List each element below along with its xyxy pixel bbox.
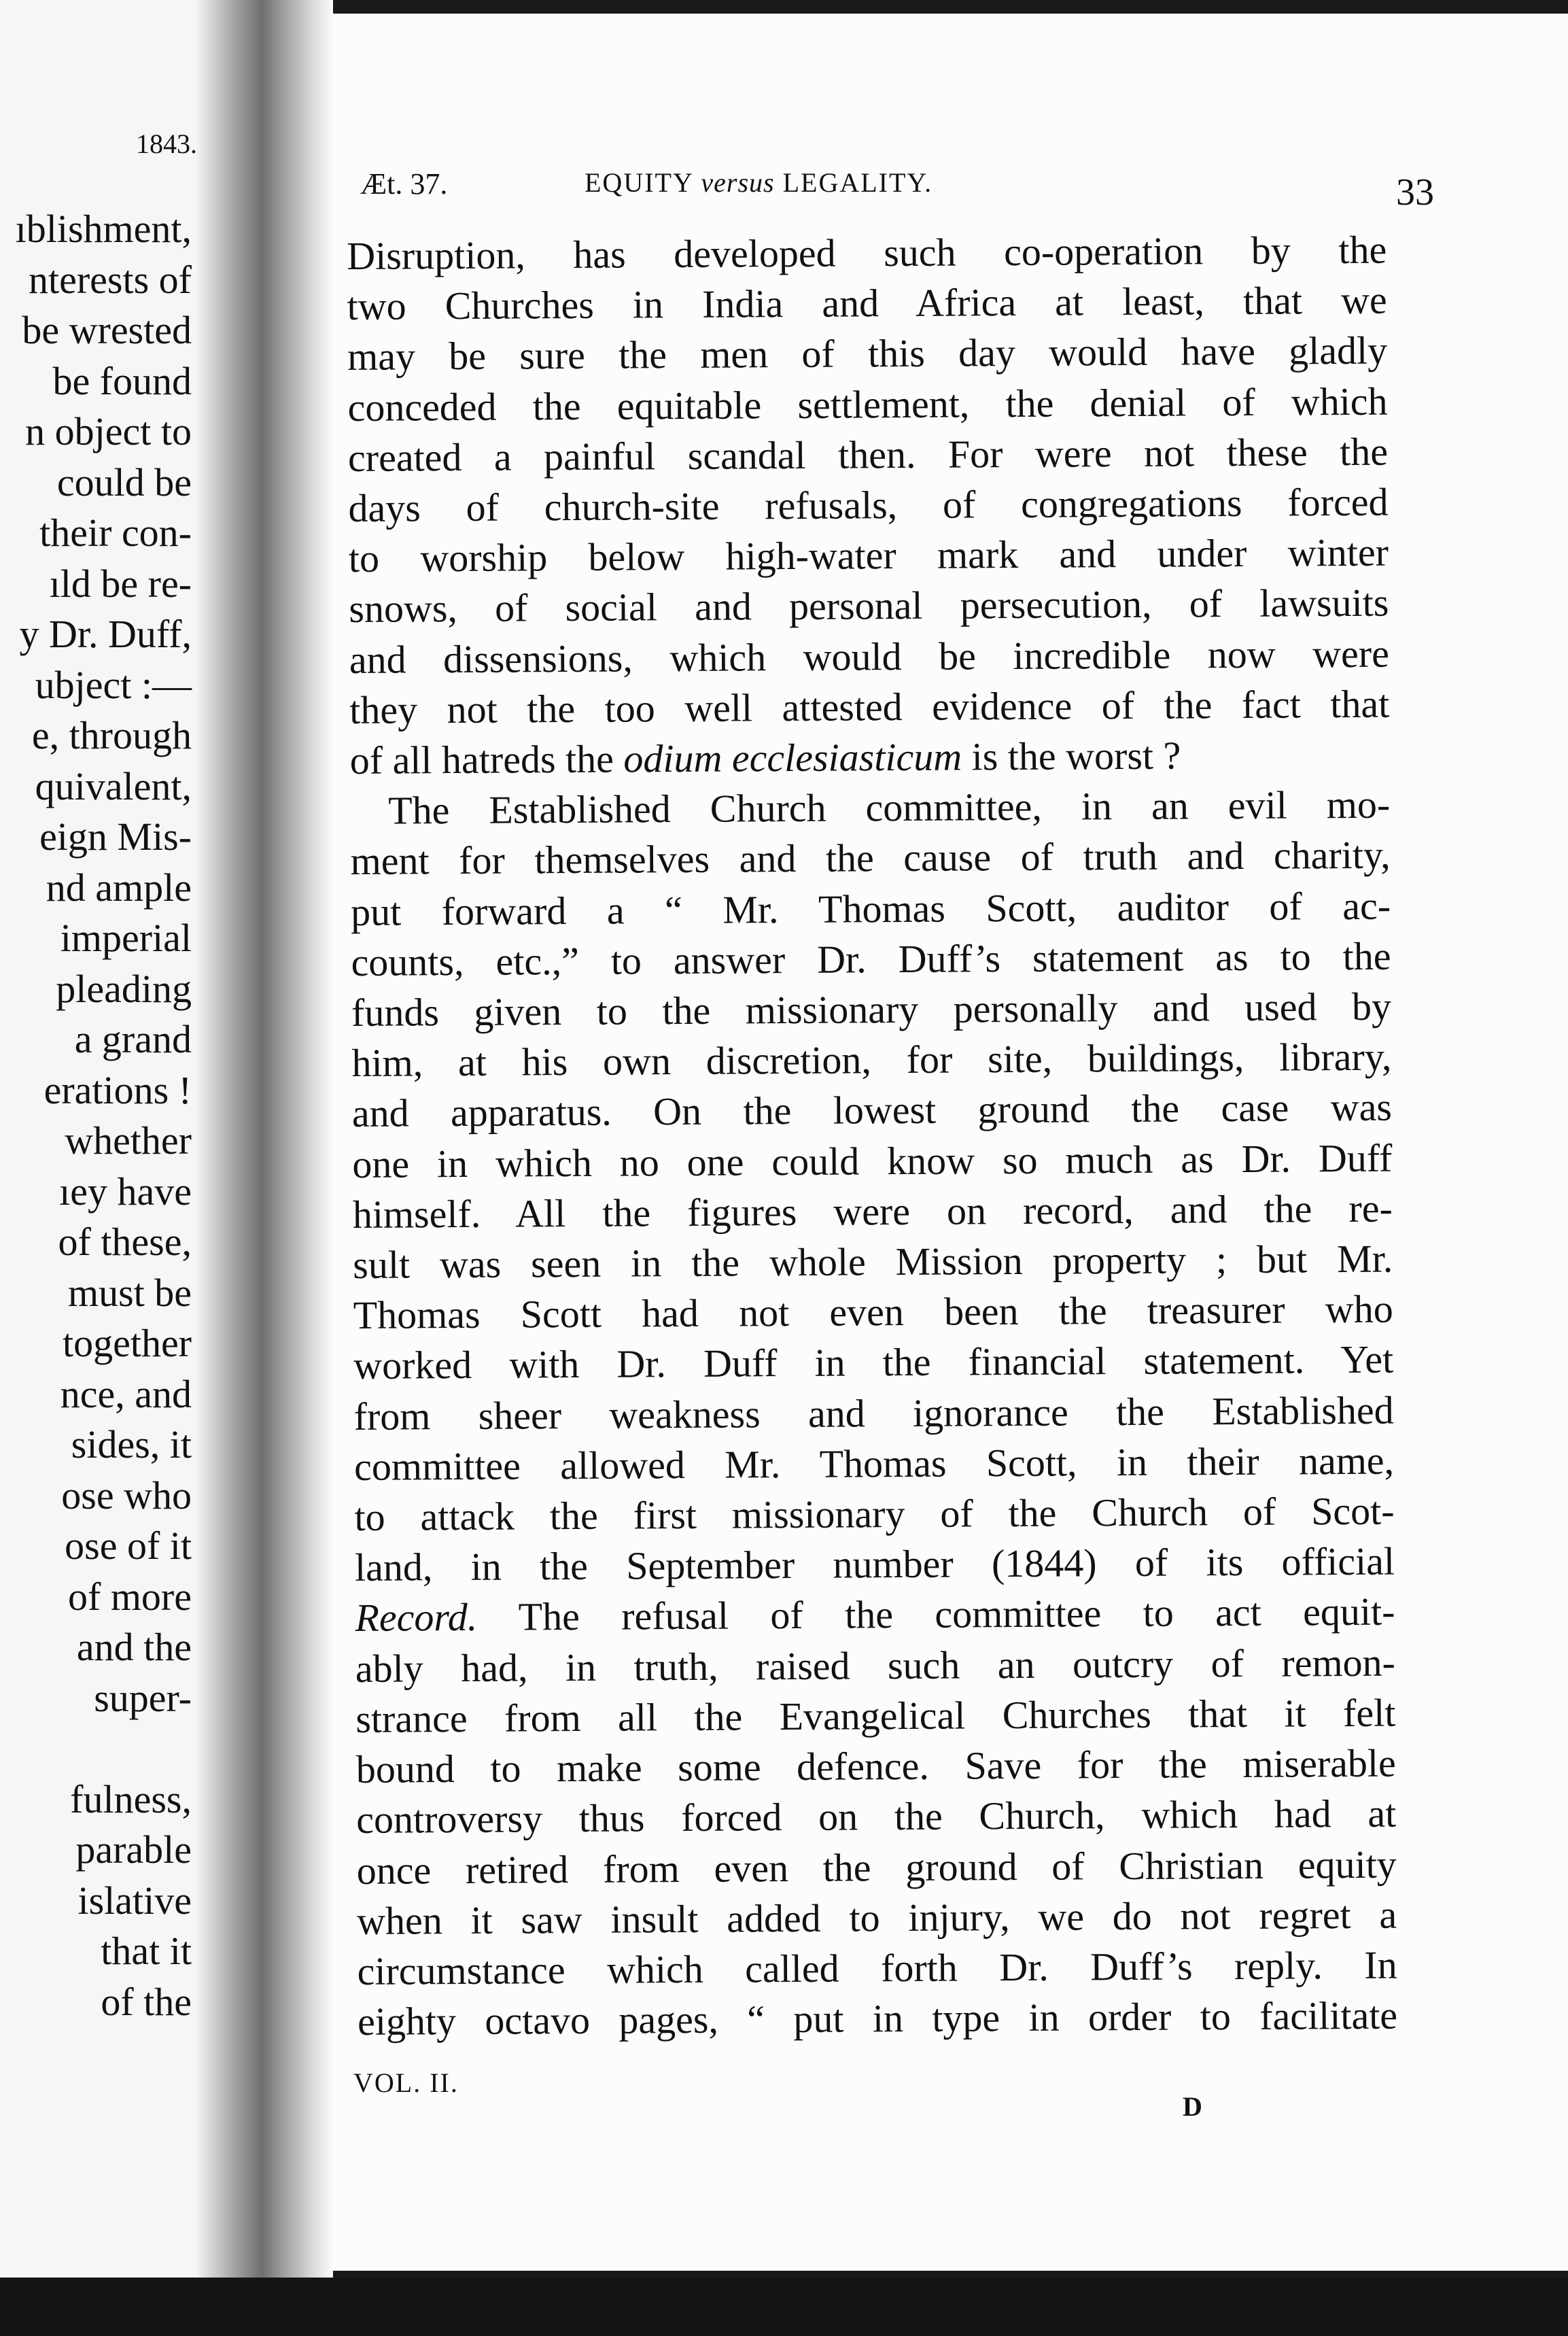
text-line: may be sure the men of this day would have gladly xyxy=(347,328,1388,379)
left-page-text xyxy=(16,204,192,2027)
left-text-line: of more xyxy=(68,1574,192,1619)
left-text-line: ıld be re- xyxy=(49,561,192,606)
text-line: conceded the equitable settlement, the denial of which xyxy=(347,379,1388,430)
text-line: one in which no one could know so much as Dr. Duff xyxy=(352,1135,1393,1186)
left-text-line: ıey have xyxy=(59,1169,192,1214)
text-line: land, in the September number (1844) of its official xyxy=(354,1539,1395,1590)
left-text-line: be wrested xyxy=(22,308,192,352)
left-text-line: sides, it xyxy=(71,1422,192,1466)
left-text-line: and the xyxy=(76,1625,192,1669)
text-line: to attack the first missionary of the Church of Scot- xyxy=(354,1488,1395,1540)
text-line: they not the too well attested evidence of the fact that xyxy=(349,681,1390,732)
text-line: and apparatus. On the lowest ground the case was xyxy=(351,1085,1393,1136)
left-text-line: their con- xyxy=(39,511,192,555)
volume-footer: VOL. II. xyxy=(353,2067,459,2098)
text-line: days of church-site refusals, of congregations forced xyxy=(348,479,1389,531)
left-text-line: ıblishment, xyxy=(15,207,192,251)
text-line: controversy thus forced on the Church, which had at xyxy=(356,1791,1397,1842)
italic-phrase: odium ecclesiasticum xyxy=(623,734,962,781)
left-text-line: a grand xyxy=(74,1017,192,1061)
left-text-line: whether xyxy=(65,1118,192,1163)
header-title: EQUITY versus LEGALITY. xyxy=(585,167,933,198)
text-line: when it saw insult added to injury, we do not regret a xyxy=(356,1892,1397,1943)
left-text-line: that it xyxy=(101,1929,192,1973)
text-line: two Churches in India and Africa at least, that we xyxy=(347,277,1387,329)
text-line: bound to make some defence. Save for the miserable xyxy=(355,1740,1396,1792)
text-line: Disruption, has developed such co-operation by the xyxy=(347,227,1387,278)
running-header xyxy=(360,160,1434,213)
text-line: once retired from even the ground of Christian equity xyxy=(356,1842,1397,1893)
right-page xyxy=(333,14,1568,2271)
text-line: committee allowed Mr. Thomas Scott, in their name, xyxy=(353,1438,1395,1489)
page-number: 33 xyxy=(1396,171,1434,213)
text-line: ment for themselves and the cause of truth and charity, xyxy=(350,833,1391,884)
left-text-line: parable xyxy=(75,1827,192,1872)
text-line: eighty octavo pages, “ put in type in order to facilitate xyxy=(357,1993,1398,2044)
text-line: from sheer weakness and ignorance the Established xyxy=(353,1388,1394,1439)
left-text-line: imperial xyxy=(60,916,192,960)
text-line: The Established Church committee, in an evil mo- xyxy=(388,782,1391,833)
left-text-line: must be xyxy=(67,1270,192,1315)
text-line: put forward a “ Mr. Thomas Scott, auditor of ac- xyxy=(350,883,1391,934)
left-text-line: y Dr. Duff, xyxy=(19,612,192,656)
italic-record: Record. xyxy=(355,1595,478,1641)
left-text-line: islative xyxy=(77,1878,192,1923)
text-line: to worship below high-water mark and under winter xyxy=(348,530,1389,581)
left-text-line xyxy=(16,1723,192,1774)
left-text-line: pleading xyxy=(56,966,192,1011)
signature-mark: D xyxy=(1183,2091,1202,2122)
left-text-line: e, through xyxy=(31,713,192,757)
left-text-line: eign Mis- xyxy=(39,814,192,859)
left-text-line: nterests of xyxy=(29,257,192,302)
text-line: funds given to the missionary personally and used by xyxy=(351,984,1392,1035)
text-line: counts, etc.,” to answer Dr. Duff’s statement as to the xyxy=(351,933,1391,984)
left-text-line: fulness, xyxy=(70,1776,192,1821)
left-text-line: of the xyxy=(101,1979,192,2024)
left-text-line: be found xyxy=(52,358,192,403)
header-age: Æt. 37. xyxy=(360,167,448,201)
text-line: and dissensions, which would be incredible now were xyxy=(349,631,1390,682)
left-text-line: super- xyxy=(94,1675,192,1720)
left-text-line: ose of it xyxy=(65,1524,192,1568)
text-line: strance from all the Evangelical Churches that it felt xyxy=(355,1690,1396,1741)
book-gutter xyxy=(197,0,333,2278)
text-line: ably had, in truth, raised such an outcry of remon- xyxy=(355,1640,1396,1691)
text-line: Record. The refusal of the committee to act equit- xyxy=(355,1590,1395,1641)
text-line: circumstance which called forth Dr. Duff’s reply. In xyxy=(357,1942,1397,1993)
left-text-line: erations ! xyxy=(43,1067,192,1112)
text-line: Thomas Scott had not even been the treasurer who xyxy=(353,1286,1393,1338)
text-line: himself. All the figures were on record, and the re- xyxy=(352,1186,1393,1237)
left-text-line: ose who xyxy=(61,1473,192,1517)
left-text-line: together xyxy=(62,1321,192,1365)
left-text-line: ubject :— xyxy=(35,662,192,707)
text-line: of all hatreds the odium ecclesiasticum is the worst ? xyxy=(349,733,1181,783)
text-line: snows, of social and personal persecution, of lawsuits xyxy=(349,581,1389,632)
left-text-line: quivalent, xyxy=(35,763,192,808)
left-text-line: could be xyxy=(56,460,192,504)
left-text-line: nce, and xyxy=(60,1371,192,1416)
text-line: sult was seen in the whole Mission property ; but Mr. xyxy=(353,1236,1393,1288)
text-line: worked with Dr. Duff in the financial statement. Yet xyxy=(353,1337,1394,1388)
text-line: him, at his own discretion, for site, buildings, library, xyxy=(351,1034,1392,1086)
left-page-header: 1843. xyxy=(136,128,197,159)
scan-bottom-edge xyxy=(0,2278,1568,2336)
left-text-line: of these, xyxy=(58,1220,192,1264)
left-text-line: nd ample xyxy=(46,865,192,910)
left-text-line: n object to xyxy=(25,409,192,453)
body-text xyxy=(347,225,1397,2048)
text-line: created a painful scandal then. For were not these the xyxy=(347,429,1389,480)
left-page xyxy=(0,0,197,2278)
